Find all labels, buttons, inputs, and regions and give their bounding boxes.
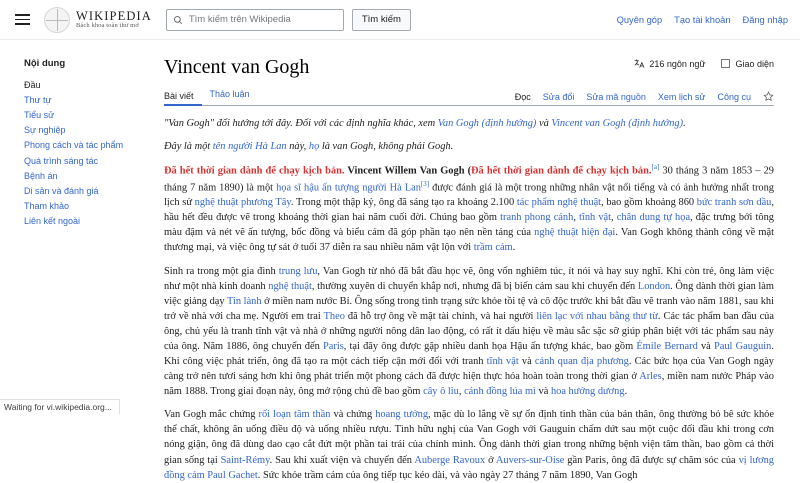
link-local-landscape[interactable]: cảnh quan địa phương xyxy=(534,356,629,368)
language-count: 216 ngôn ngữ xyxy=(649,58,706,69)
lead-t9: . Van Gogh không thành công về mặt thương mại, và việc ông tự sát ở tuổi 37 diễn ra sau nhiều năm vật lộn với xyxy=(164,227,774,254)
article-actions xyxy=(515,91,774,102)
footnote-a[interactable]: [a] xyxy=(651,163,660,172)
link-dutch-name[interactable]: tên người Hà Lan xyxy=(212,141,287,153)
p2-t5: ở miền nam nước Bỉ. Ông sống trong tình trạng sức khỏe tồi tệ và cô độc trước khi bắt đầu vẽ tranh vào năm 1881, sau khi trở về nhà với cha mẹ. Người em trai xyxy=(164,295,775,322)
link-wheat-field[interactable]: cánh đồng lúa mì xyxy=(464,386,536,398)
link-self-portrait[interactable]: chân dung tự họa xyxy=(616,212,691,224)
link-paris[interactable]: Paris xyxy=(322,340,344,352)
create-account-link[interactable]: Tạo tài khoản xyxy=(674,14,731,25)
toc-item-dau[interactable]: Đầu xyxy=(24,79,41,90)
toc-title: Nội dung xyxy=(24,58,66,69)
link-sunflowers[interactable]: hoa hướng dương xyxy=(550,386,625,398)
p3-t3: , mặc dù lo lắng về sự ổn định tinh thần của bản thân, ông thường bỏ bê sức khỏe thể chất, không ăn uống điều độ và uống nhiều rượu. Tình hữu nghị của Van Gogh với Gauguin chấm dứt sau một cuộc đối đầu khi trong cơn nóng giận, ông đã dùng dao cạo cắt đứt một phần tai trái của chính mình. Ông dành thời gian trong những bệnh viện tâm thần, bao gồm cả thời gian sống tại xyxy=(164,409,774,466)
link-letters[interactable]: liên lạc với nhau bằng thư từ xyxy=(536,310,658,322)
link-auberge-ravoux[interactable]: Auberge Ravoux xyxy=(414,454,486,466)
language-selector[interactable] xyxy=(634,58,705,69)
script-error-2: Đã hết thời gian dành để chạy kịch bản. xyxy=(471,165,652,177)
toc-list xyxy=(24,77,150,229)
p2-t10: . Khi công việc phát triển, ông đã tạo ra một cách tiếp cận mới đối với tranh xyxy=(164,340,774,368)
script-error-1: Đã hết thời gian dành để chạy kịch bản. xyxy=(164,165,345,177)
link-artwork[interactable]: tác phẩm nghệ thuật xyxy=(516,197,602,209)
lead-t1: 30 tháng 3 năm 1853 – 29 tháng 7 năm 1890) là một xyxy=(164,165,774,194)
p2-t11: và xyxy=(518,356,535,368)
p2-t13: , miền nam nước Pháp vào năm 1888. Trong giai đoạn này, ông mở rộng chủ đề bao gồm xyxy=(164,371,775,398)
p3-t7: . Sức khỏe trầm cảm của ông tiếp tục kéo dài, và vào ngày 27 tháng 7 năm 1890, Van Gogh xyxy=(257,469,638,481)
wikipedia-logo[interactable] xyxy=(44,7,152,33)
paragraph-biography xyxy=(164,264,774,400)
p2-t9: và xyxy=(697,340,714,352)
link-surname[interactable]: họ xyxy=(308,141,320,153)
appearance-button[interactable] xyxy=(721,59,774,69)
lead-bold-name: Vincent Willem Van Gogh ( xyxy=(344,165,472,177)
link-oil-painting[interactable]: bức tranh sơn dầu xyxy=(696,197,772,209)
search-icon xyxy=(173,15,183,25)
link-olive-trees[interactable]: cây ô liu xyxy=(423,386,459,398)
action-history[interactable]: Xem lịch sử xyxy=(657,91,706,102)
link-depression[interactable]: trầm cảm xyxy=(473,242,513,254)
toc-item-tieu-su[interactable]: Tiểu sử xyxy=(24,109,55,120)
link-emile-bernard[interactable]: Émile Bernard xyxy=(636,340,698,352)
search-placeholder-text: Tìm kiếm trên Wikipedia xyxy=(188,14,291,25)
p2-t14: , xyxy=(458,386,465,398)
link-still-life-2[interactable]: tĩnh vật xyxy=(486,356,519,368)
link-still-life[interactable]: tĩnh vật xyxy=(579,212,612,224)
hatnote-1-mid: và xyxy=(536,118,552,129)
p3-t2: và chứng xyxy=(330,409,376,421)
lead-t3: . Trong một thập kỷ, ông đã sáng tạo ra khoảng 2.100 xyxy=(290,197,517,209)
p2-t16: . xyxy=(624,386,628,398)
p2-t6: đã hỗ trợ ông về mặt tài chính, và hai người xyxy=(344,310,537,322)
paragraph-lead xyxy=(164,162,774,255)
article-tabs xyxy=(164,87,774,106)
watchlist-star-icon[interactable] xyxy=(763,91,774,102)
search-button[interactable]: Tìm kiếm xyxy=(352,9,411,31)
hatnote-1-suffix: . xyxy=(683,118,686,129)
action-edit-source[interactable]: Sửa mã nguồn xyxy=(586,91,646,102)
site-header xyxy=(0,0,800,40)
search-input[interactable] xyxy=(166,9,344,31)
toc-item-benh-an[interactable]: Bệnh án xyxy=(24,170,58,181)
donate-link[interactable]: Quyên góp xyxy=(616,14,663,25)
toc-item-tham-khao[interactable]: Tham khảo xyxy=(24,201,70,212)
hatnote-2-prefix: Đây là một xyxy=(164,141,213,153)
paragraph-illness xyxy=(164,407,774,482)
language-icon xyxy=(634,58,645,69)
lead-t5: , hầu hết đều được vẽ trong khoảng thời gian hai năm cuối đời. Chúng bao gồm xyxy=(164,197,774,224)
toc-item-di-san[interactable]: Di sản và đánh giá xyxy=(24,185,99,196)
hatnote-disambiguation xyxy=(164,116,774,131)
hatnote-2-mid: này, xyxy=(286,141,309,153)
link-paul-gachet[interactable]: vị lương đồng cảm Paul Gachet xyxy=(164,454,774,481)
p3-t6: gần Paris, ông đã được sự chăm sóc của xyxy=(564,454,739,466)
link-london[interactable]: London xyxy=(637,280,671,292)
toc-item-qua-trinh-sang-tac[interactable]: Quá trình sáng tác xyxy=(24,155,99,166)
link-middle-class[interactable]: trung lưu xyxy=(278,265,318,277)
toc-item-phong-cach[interactable]: Phong cách và tác phẩm xyxy=(24,140,124,151)
appearance-label: Giao diện xyxy=(735,58,774,69)
lead-t4: , bao gồm khoảng 860 xyxy=(601,197,697,209)
p3-t4: . Sau khi xuất viện và chuyển đến xyxy=(269,454,415,466)
footnote-3[interactable]: [3] xyxy=(420,179,430,188)
action-tools[interactable]: Công cụ xyxy=(717,91,751,102)
link-vincent-van-gogh-dab[interactable]: Vincent van Gogh (định hướng) xyxy=(551,118,684,129)
p2-t12: . Các bức họa của Van Gogh ngày càng trở nên tươi sáng hơn khi ông phát triển một phong cách đã được hiện thực hóa hoàn toàn trong thời gian ở xyxy=(164,356,774,383)
p2-t7: . Các tác phẩm ban đầu của ông, chủ yếu là tranh tĩnh vật và nhà ở những người nông dân lao động, có rất ít dấu hiệu về màu sắc sặc sỡ giúp phân biệt với tác phẩm sau này của ông. Năm 1886, ông chuyển đến xyxy=(164,310,774,352)
toc-item-thu-tu[interactable]: Thư tự xyxy=(24,94,52,105)
lead-t6: , xyxy=(573,212,580,224)
globe-icon xyxy=(44,7,70,33)
header-links xyxy=(617,15,788,25)
tab-article[interactable]: Bài viết xyxy=(164,89,202,106)
p3-t1: Van Gogh mắc chứng xyxy=(164,409,259,421)
link-arles[interactable]: Arles xyxy=(639,371,662,383)
page-controls xyxy=(634,58,774,69)
page-title: Vincent van Gogh xyxy=(164,56,310,78)
table-of-contents xyxy=(0,40,160,414)
toc-item-lien-ket-ngoai[interactable]: Liên kết ngoài xyxy=(24,216,81,227)
hatnote-1-prefix: "Van Gogh" đổi hướng tới đây. Đối với các định nghĩa khác, xem xyxy=(164,118,438,129)
link-psychosis[interactable]: rối loạn tâm thần xyxy=(258,409,331,421)
tab-talk[interactable]: Thảo luận xyxy=(209,89,250,99)
p2-t4: . Ông dành thời gian làm việc giảng dạy xyxy=(164,280,775,307)
link-saint-remy[interactable]: Saint-Rémy xyxy=(220,454,270,466)
login-link[interactable]: Đăng nhập xyxy=(742,14,788,25)
p2-t15: và xyxy=(535,386,551,398)
link-protestantism[interactable]: Tin lành xyxy=(227,295,262,307)
browser-status-bar: Waiting for vi.wikipedia.org... xyxy=(0,399,120,414)
logo-subtitle: Bách khoa toàn thư mở xyxy=(76,21,139,29)
link-western-art[interactable]: nghệ thuật phương Tây xyxy=(194,197,291,209)
lead-t7: , xyxy=(611,212,617,224)
link-delusion[interactable]: hoang tưởng xyxy=(375,409,429,421)
link-theo[interactable]: Theo xyxy=(323,310,345,322)
hatnote-dutch-name xyxy=(164,139,774,154)
lead-t10: . xyxy=(512,242,516,254)
article-body xyxy=(164,116,774,483)
p2-t3: , thường xuyên di chuyển khắp nơi, nhưng đã bị biến cảm sau khi chuyển đến xyxy=(311,280,638,292)
toc-item-su-nghiep[interactable]: Sự nghiệp xyxy=(24,125,66,136)
p3-t5: ở xyxy=(485,454,496,466)
appearance-icon xyxy=(721,59,730,68)
link-post-impressionist-dutch-painter[interactable]: họa sĩ hậu ấn tượng người Hà Lan xyxy=(276,182,421,194)
link-landscape[interactable]: tranh phong cảnh xyxy=(500,212,574,224)
p2-t1: Sinh ra trong một gia đình xyxy=(164,265,279,277)
link-van-gogh-dab[interactable]: Van Gogh (định hướng) xyxy=(437,118,537,129)
main-content xyxy=(160,40,800,481)
link-art-dealer[interactable]: nghệ thuật xyxy=(268,280,312,292)
lead-t8: , đặc trưng bởi tông màu đậm và nét vẽ ấn tượng, bốc đồng và biểu cảm đã góp phần tạo nên nền tảng của xyxy=(164,212,774,239)
action-edit[interactable]: Sửa đổi xyxy=(542,91,575,102)
link-modern-art[interactable]: nghệ thuật hiện đại xyxy=(534,227,616,239)
page-body xyxy=(0,40,800,481)
lead-t2: được đánh giá là một trong những nhân vật nổi tiếng và có ảnh hưởng nhất trong lịch sử xyxy=(164,182,774,209)
main-menu-icon[interactable] xyxy=(12,9,34,31)
p2-t2: , Van Gogh từ nhỏ đã bắt đầu học vẽ, ông vốn nghiêm túc, ít nói và hay suy nghĩ. Khi còn trẻ, ông làm việc như một nhà kinh doanh xyxy=(164,265,774,292)
logo-title: WIKIPEDIA xyxy=(76,8,152,23)
action-read[interactable]: Đọc xyxy=(514,91,531,102)
link-paul-gauguin[interactable]: Paul Gauguin xyxy=(713,340,772,352)
p2-t8: , tại đây ông được gặp nhiều danh họa Hậu ấn tượng khác, bao gồm xyxy=(343,340,637,352)
hatnote-2-suffix: là van Gogh, không phải Gogh. xyxy=(319,141,454,153)
link-auvers-sur-oise[interactable]: Auvers-sur-Oise xyxy=(495,454,565,466)
